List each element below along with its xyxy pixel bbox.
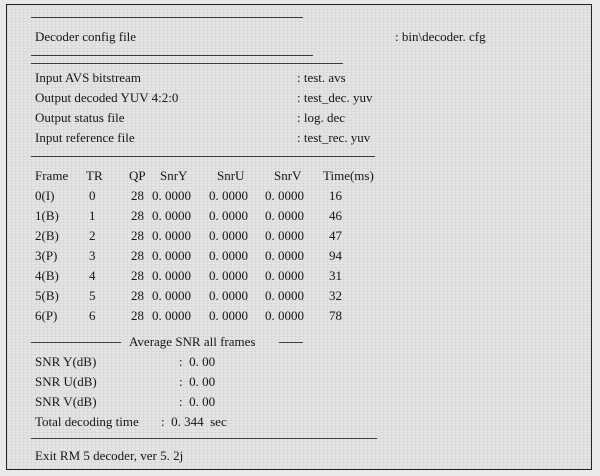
cell-snru: 0. 0000	[209, 208, 248, 223]
cell-snry: 0. 0000	[152, 208, 191, 223]
cell-snrv: 0. 0000	[265, 268, 304, 283]
cell-snrv: 0. 0000	[265, 308, 304, 323]
cell-snry: 0. 0000	[152, 268, 191, 283]
cell-snry: 0. 0000	[152, 288, 191, 303]
cell-snru: 0. 0000	[209, 188, 248, 203]
divider-bottom	[31, 438, 377, 439]
cell-time: 32	[329, 288, 342, 303]
cell-snry: 0. 0000	[152, 188, 191, 203]
cell-snru: 0. 0000	[209, 248, 248, 263]
input-reference-value: : test_rec. yuv	[297, 130, 371, 145]
cell-frame: 0(I)	[35, 188, 55, 203]
config-file-value: : bin\decoder. cfg	[395, 29, 486, 44]
cell-snry: 0. 0000	[152, 308, 191, 323]
col-header-snry: SnrY	[160, 168, 188, 183]
col-header-frame: Frame	[35, 168, 69, 183]
snr-u-value: : 0. 00	[179, 374, 216, 389]
cell-snry: 0. 0000	[152, 248, 191, 263]
snr-u-label: SNR U(dB)	[35, 374, 97, 389]
output-status-value: : log. dec	[297, 110, 346, 125]
cell-qp: 28	[131, 228, 144, 243]
cell-frame: 3(P)	[35, 248, 58, 263]
cell-tr: 2	[89, 228, 96, 243]
input-reference-label: Input reference file	[35, 130, 135, 145]
avg-divider-left	[31, 342, 121, 343]
cell-snry: 0. 0000	[152, 228, 191, 243]
cell-snru: 0. 0000	[209, 228, 248, 243]
total-time-value: : 0. 344 sec	[161, 414, 227, 429]
col-header-qp: QP	[129, 168, 146, 183]
snr-y-label: SNR Y(dB)	[35, 354, 97, 369]
cell-snrv: 0. 0000	[265, 208, 304, 223]
cell-snru: 0. 0000	[209, 308, 248, 323]
cell-tr: 5	[89, 288, 96, 303]
cell-qp: 28	[131, 288, 144, 303]
cell-snru: 0. 0000	[209, 268, 248, 283]
cell-frame: 2(B)	[35, 228, 59, 243]
cell-tr: 4	[89, 268, 96, 283]
cell-frame: 5(B)	[35, 288, 59, 303]
divider-2	[31, 63, 343, 64]
avg-divider-right	[279, 342, 303, 343]
snr-v-label: SNR V(dB)	[35, 394, 97, 409]
cell-qp: 28	[131, 308, 144, 323]
input-bitstream-label: Input AVS bitstream	[35, 70, 141, 85]
cell-time: 31	[329, 268, 342, 283]
cell-qp: 28	[131, 268, 144, 283]
divider-3	[31, 156, 375, 157]
divider-1	[31, 55, 313, 56]
col-header-time: Time(ms)	[323, 168, 374, 183]
cell-snrv: 0. 0000	[265, 188, 304, 203]
cell-tr: 1	[89, 208, 96, 223]
cell-snru: 0. 0000	[209, 288, 248, 303]
cell-tr: 0	[89, 188, 96, 203]
cell-tr: 3	[89, 248, 96, 263]
cell-frame: 6(P)	[35, 308, 58, 323]
cell-time: 16	[329, 188, 342, 203]
cell-qp: 28	[131, 188, 144, 203]
console-window	[6, 4, 592, 470]
cell-time: 94	[329, 248, 342, 263]
cell-snrv: 0. 0000	[265, 248, 304, 263]
cell-time: 78	[329, 308, 342, 323]
col-header-snrv: SnrV	[274, 168, 302, 183]
cell-snrv: 0. 0000	[265, 228, 304, 243]
cell-frame: 1(B)	[35, 208, 59, 223]
total-time-label: Total decoding time	[35, 414, 139, 429]
input-bitstream-value: : test. avs	[297, 70, 346, 85]
col-header-tr: TR	[86, 168, 103, 183]
divider-top	[31, 17, 303, 18]
output-yuv-value: : test_dec. yuv	[297, 90, 373, 105]
output-status-label: Output status file	[35, 110, 125, 125]
cell-qp: 28	[131, 208, 144, 223]
cell-time: 47	[329, 228, 342, 243]
cell-time: 46	[329, 208, 342, 223]
output-yuv-label: Output decoded YUV 4:2:0	[35, 90, 179, 105]
col-header-snru: SnrU	[217, 168, 245, 183]
cell-qp: 28	[131, 248, 144, 263]
cell-tr: 6	[89, 308, 96, 323]
snr-y-value: : 0. 00	[179, 354, 216, 369]
snr-v-value: : 0. 00	[179, 394, 216, 409]
exit-message: Exit RM 5 decoder, ver 5. 2j	[35, 448, 184, 463]
cell-snrv: 0. 0000	[265, 288, 304, 303]
average-snr-title: Average SNR all frames	[129, 334, 256, 349]
config-file-label: Decoder config file	[35, 29, 137, 44]
cell-frame: 4(B)	[35, 268, 59, 283]
